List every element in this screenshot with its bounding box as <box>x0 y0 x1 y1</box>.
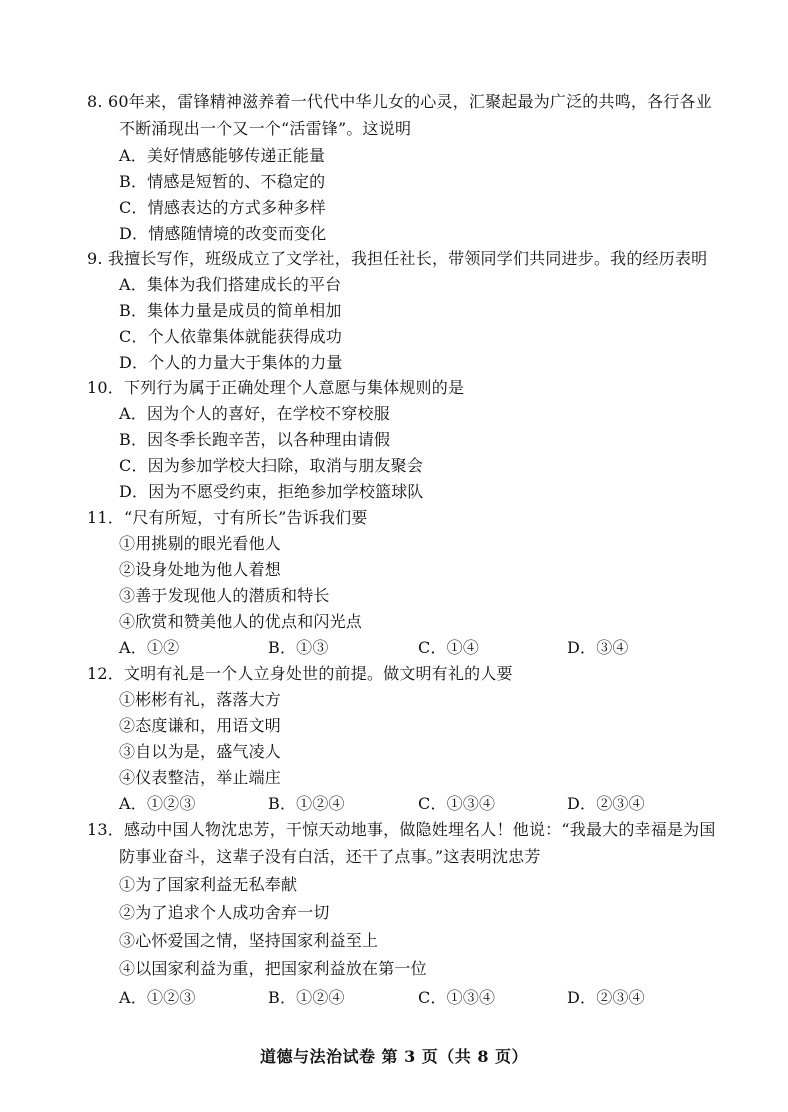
question-11-item-4: ④欣赏和赞美他人的优点和闪光点 <box>119 612 363 631</box>
question-13-stem-line1: 13．感动中国人物沈忠芳，干惊天动地事，做隐姓埋名人！他说：“我最大的幸福是为国 <box>87 820 716 839</box>
question-12-choice-c: C．①③④ <box>418 794 496 813</box>
question-12-item-1: ①彬彬有礼，落落大方 <box>119 690 282 709</box>
question-13-item-3: ③心怀爱国之情，坚持国家利益至上 <box>119 931 379 950</box>
page-footer: 道德与法治试卷 第 3 页（共 8 页） <box>259 1047 529 1066</box>
question-13-choice-c: C．①③④ <box>418 988 496 1007</box>
question-13-choice-d: D．②③④ <box>567 988 645 1007</box>
question-8-stem-line1: 8. 60年来，雷锋精神滋养着一代代中华儿女的心灵，汇聚起最为广泛的共鸣，各行各业 <box>87 92 712 111</box>
question-13-choice-a: A．①②③ <box>119 988 196 1007</box>
question-12-stem-line1: 12．文明有礼是一个人立身处世的前提。做文明有礼的人要 <box>87 664 513 683</box>
question-13-item-1: ①为了国家利益无私奉献 <box>119 875 298 894</box>
question-11-choice-a: A．①② <box>119 638 180 657</box>
question-11-item-3: ③善于发现他人的潜质和特长 <box>119 586 330 605</box>
question-8-option-c: C．情感表达的方式多种多样 <box>119 198 326 217</box>
question-13-item-2: ②为了追求个人成功舍弃一切 <box>119 903 330 922</box>
question-11-item-2: ②设身处地为他人着想 <box>119 560 282 579</box>
question-11-choice-d: D．③④ <box>567 638 629 657</box>
question-11-choice-c: C．①④ <box>418 638 480 657</box>
question-10-option-b: B．因冬季长跑辛苦，以各种理由请假 <box>119 430 391 449</box>
question-11-item-1: ①用挑剔的眼光看他人 <box>119 534 282 553</box>
question-12-choice-b: B．①②④ <box>268 794 345 813</box>
question-10-option-c: C．因为参加学校大扫除，取消与朋友聚会 <box>119 456 424 475</box>
question-8-option-a: A．美好情感能够传递正能量 <box>119 146 326 165</box>
question-8-stem-line2: 不断涌现出一个又一个“活雷锋”。这说明 <box>119 119 412 138</box>
question-13-stem-line2: 防事业奋斗，这辈子没有白活，还干了点事。”这表明沈忠芳 <box>119 847 541 866</box>
question-13-choices <box>0 988 788 1008</box>
question-12-choice-d: D．②③④ <box>567 794 645 813</box>
question-12-item-2: ②态度谦和，用语文明 <box>119 716 282 735</box>
question-12-item-3: ③自以为是，盛气凌人 <box>119 742 282 761</box>
question-11-choices <box>0 638 788 658</box>
question-9-stem-line1: 9. 我擅长写作，班级成立了文学社，我担任社长，带领同学们共同进步。我的经历表明 <box>87 249 708 268</box>
question-10-option-d: D．因为不愿受约束，拒绝参加学校篮球队 <box>119 482 424 501</box>
question-13-choice-b: B．①②④ <box>268 988 345 1007</box>
question-11-choice-b: B．①③ <box>268 638 329 657</box>
question-8-option-d: D．情感随情境的改变而变化 <box>119 224 327 243</box>
question-12-choice-a: A．①②③ <box>119 794 196 813</box>
question-9-option-d: D．个人的力量大于集体的力量 <box>119 353 343 372</box>
question-12-item-4: ④仪表整洁，举止端庄 <box>119 768 282 787</box>
question-13-item-4: ④以国家利益为重，把国家利益放在第一位 <box>119 959 427 978</box>
question-12-choices <box>0 794 788 814</box>
question-11-stem-line1: 11．“尺有所短，寸有所长”告诉我们要 <box>87 508 368 527</box>
question-9-option-c: C．个人依靠集体就能获得成功 <box>119 327 343 346</box>
question-9-option-a: A．集体为我们搭建成长的平台 <box>119 275 342 294</box>
question-9-option-b: B．集体力量是成员的简单相加 <box>119 301 342 320</box>
question-8-option-b: B．情感是短暂的、不稳定的 <box>119 172 326 191</box>
question-10-stem-line1: 10．下列行为属于正确处理个人意愿与集体规则的是 <box>87 378 465 397</box>
question-10-option-a: A．因为个人的喜好，在学校不穿校服 <box>119 404 390 423</box>
